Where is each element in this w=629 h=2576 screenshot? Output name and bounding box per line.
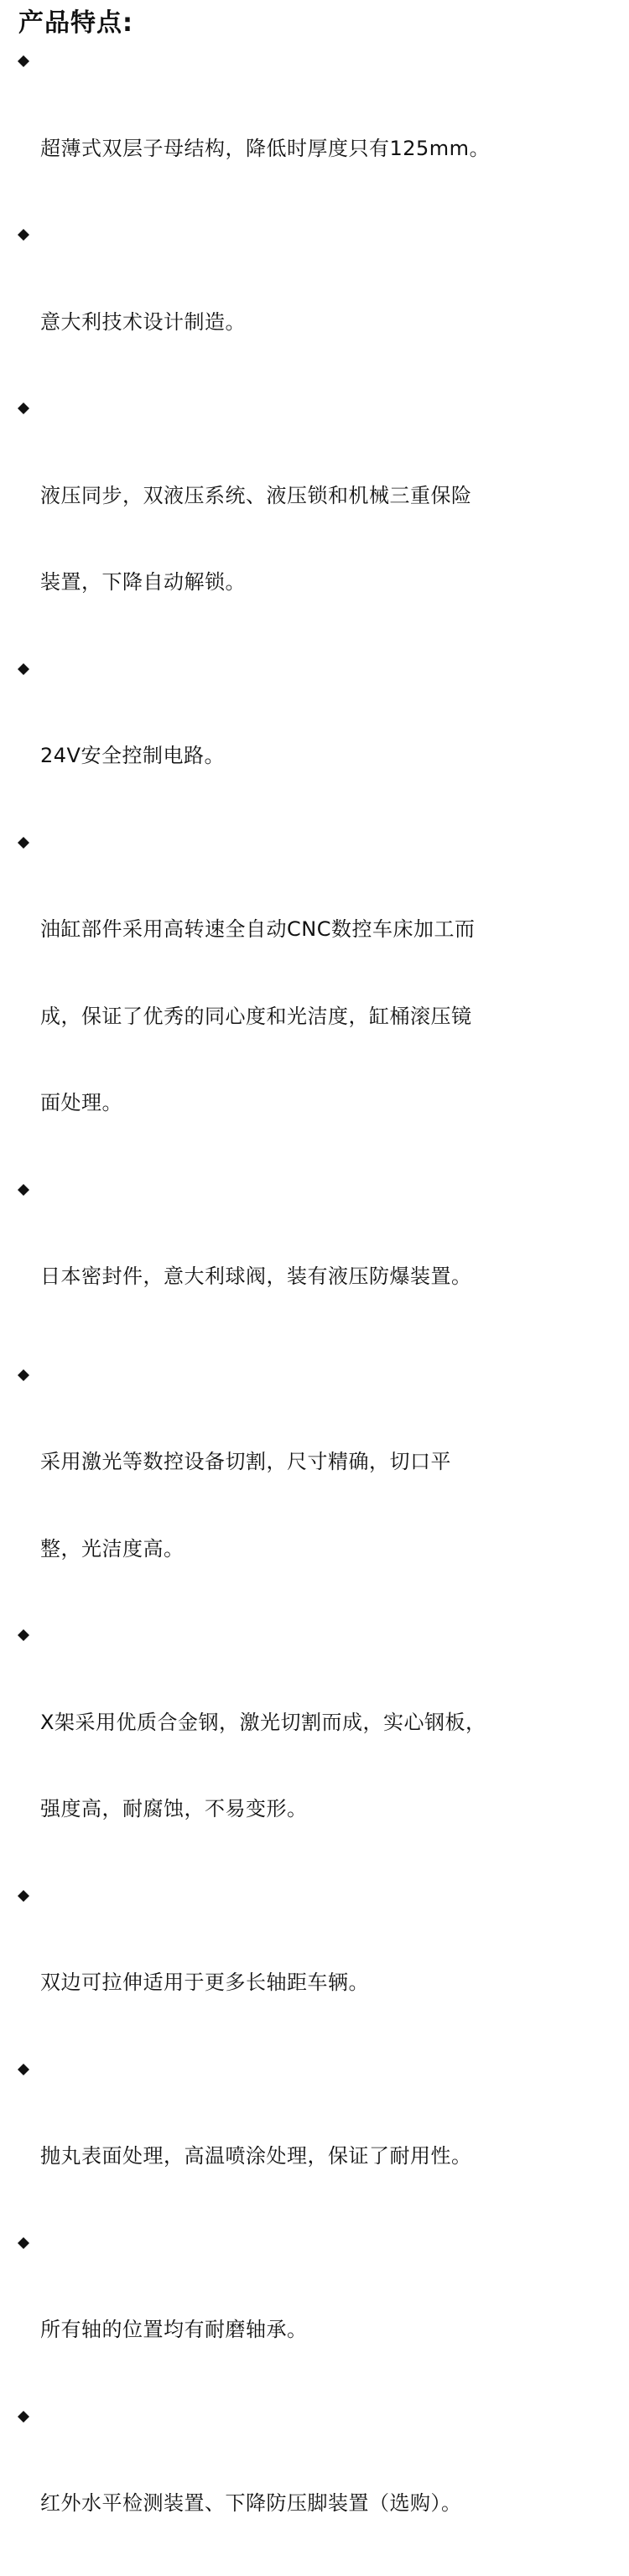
feature-line: 所有轴的位置均有耐磨轴承。: [40, 2318, 308, 2341]
feature-item-9: [12, 1882, 621, 2055]
feature-line: 装置，下降自动解锁。: [40, 570, 246, 594]
feature-line: 日本密封件，意大利球阀，装有液压防爆装置。: [40, 1265, 472, 1288]
feature-line: 双边可拉伸适用于更多长轴距车辆。: [40, 1971, 369, 1994]
diamond-bullet-icon: [17, 1361, 39, 1390]
feature-line: 油缸部件采用高转速全自动CNC数控车床加工而: [40, 917, 476, 941]
diamond-bullet-icon: [17, 2402, 39, 2432]
feature-item-6: [12, 1176, 621, 1349]
feature-line: 抛丸表面处理，高温喷涂处理，保证了耐用性。: [40, 2144, 472, 2168]
feature-line: 采用激光等数控设备切割，尺寸精确，切口平: [40, 1450, 451, 1473]
feature-line: 意大利技术设计制造。: [40, 309, 246, 334]
feature-line: 强度高，耐腐蚀，不易变形。: [40, 1797, 308, 1820]
feature-line: X架采用优质合金钢，激光切割而成，实心钢板，: [40, 1710, 486, 1734]
feature-item-5: [12, 828, 621, 1176]
feature-line: 液压同步，双液压系统、液压锁和机械三重保险: [40, 483, 472, 507]
diamond-bullet-icon: [17, 1882, 39, 1911]
feature-item-8: [12, 1621, 621, 1882]
diamond-bullet-icon: [17, 221, 39, 250]
feature-item-1: [12, 47, 621, 221]
feature-item-4: [12, 655, 621, 828]
diamond-bullet-icon: [17, 828, 39, 858]
feature-item-3: [12, 394, 621, 655]
feature-item-11: [12, 2229, 621, 2402]
feature-line: 面处理。: [40, 1091, 122, 1114]
feature-list: [12, 47, 621, 2576]
feature-line: 24V安全控制电路。: [40, 744, 225, 767]
diamond-bullet-icon: [17, 47, 39, 76]
page-title: 产品特点:: [18, 8, 133, 38]
feature-item-2: [12, 221, 621, 394]
feature-line: 红外水平检测装置、下降防压脚装置（选购）。: [40, 2491, 462, 2515]
feature-item-12: [12, 2402, 621, 2576]
feature-line: 整，光洁度高。: [40, 1536, 185, 1561]
feature-line: 成，保证了优秀的同心度和光洁度，缸桶滚压镜: [40, 1004, 472, 1028]
feature-item-7: [12, 1361, 621, 1622]
diamond-bullet-icon: [17, 655, 39, 684]
diamond-bullet-icon: [17, 1176, 39, 1205]
diamond-bullet-icon: [17, 1621, 39, 1650]
feature-line: 超薄式双层子母结构，降低时厚度只有125mm。: [40, 136, 491, 160]
diamond-bullet-icon: [17, 394, 39, 423]
diamond-bullet-icon: [17, 2055, 39, 2085]
feature-item-10: [12, 2055, 621, 2229]
diamond-bullet-icon: [17, 2229, 39, 2258]
